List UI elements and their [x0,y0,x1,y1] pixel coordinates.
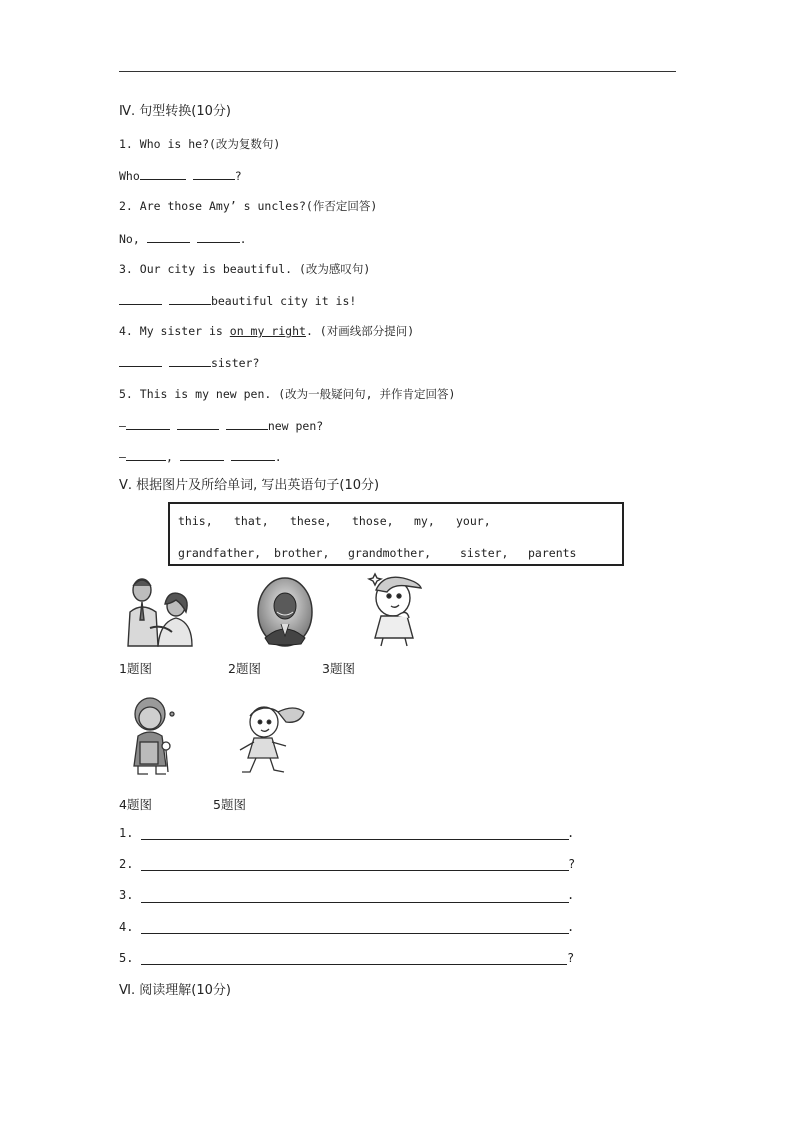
q5-blank-3[interactable] [226,417,268,430]
q4-answer [119,354,259,371]
q1-answer [119,167,242,184]
q4-prompt-underlined: on my right [229,324,306,338]
q5-prompt: 5. This is my new pen. (改为一般疑问句, 并作肯定回答) [119,387,456,401]
q5-blank-4[interactable] [126,448,166,461]
q4-prompt-post: . (对画线部分提问) [305,324,415,338]
q3-answer-suffix: beautiful city it is! [210,294,357,308]
caption-picture-3: 3题图 [322,661,355,676]
caption-picture-1: 1题图 [119,661,152,676]
answer-2-number: 2. [119,857,134,871]
q2-prompt: 2. Are those Amy’ s uncles?(作否定回答) [119,199,378,213]
word-that: that, [234,514,269,528]
q1-blank-2[interactable] [193,167,235,180]
q3-blank-2[interactable] [169,292,211,305]
answer-5-line[interactable] [141,964,567,965]
answer-3-line[interactable] [141,902,569,903]
answer-4-line[interactable] [141,933,569,934]
q2-answer [119,230,247,247]
q2-answer-end: . [239,232,247,246]
q2-blank-1[interactable] [147,230,190,243]
q1-answer-end: ? [234,169,242,183]
word-these: these, [290,514,332,528]
q3-blank-1[interactable] [119,292,162,305]
q5-answer2-end: . [274,450,282,464]
q1-answer-prefix: Who [119,169,140,183]
q4-blank-2[interactable] [169,354,211,367]
answer-5-end: ? [567,951,575,965]
section-6-heading: Ⅵ. 阅读理解(10分) [119,983,231,998]
q4-answer-suffix: sister? [210,356,260,370]
word-bank-row-2 [178,546,576,560]
word-your: your, [456,514,491,528]
q5-blank-2[interactable] [177,417,219,430]
q3-answer [119,292,356,309]
q5-answer1-suffix: new pen? [267,419,324,433]
answer-5-number: 5. [119,951,134,965]
word-my: my, [414,514,435,528]
q2-blank-2[interactable] [197,230,240,243]
picture-3-brother [363,572,429,648]
header-rule [119,71,676,72]
word-bank-row-1 [178,514,491,528]
word-brother: brother, [274,546,330,560]
q5-answer-2 [119,448,282,465]
section-5-heading: Ⅴ. 根据图片及所给单词, 写出英语句子(10分) [119,478,380,493]
q4-prompt [119,323,414,339]
word-bank-box [168,502,624,566]
word-grandfather: grandfather, [178,546,262,560]
q5-answer-1 [119,417,323,434]
q5-blank-5[interactable] [180,448,224,461]
picture-4-grandmother [126,692,182,776]
q5-dash-2: — [119,450,126,464]
q5-blank-1[interactable] [126,417,170,430]
caption-picture-5: 5题图 [213,797,246,812]
picture-2-grandfather [255,576,315,648]
answer-1-end: . [567,826,575,840]
picture-1-parents [120,576,196,648]
caption-picture-4: 4题图 [119,797,152,812]
word-sister: sister, [460,546,509,560]
q5-blank-6[interactable] [231,448,275,461]
answer-2-line[interactable] [141,870,569,871]
answer-3-number: 3. [119,888,134,902]
word-those: those, [352,514,394,528]
q5-dash-1: — [119,419,126,433]
q3-prompt: 3. Our city is beautiful. (改为感叹句) [119,262,371,276]
q2-answer-prefix: No, [119,232,140,246]
q4-prompt-pre: 4. My sister is [119,324,230,338]
answer-1-number: 1. [119,826,134,840]
word-this: this, [178,514,213,528]
answer-1-line[interactable] [141,839,569,840]
word-grandmother: grandmother, [348,546,432,560]
answer-4-number: 4. [119,920,134,934]
caption-picture-2: 2题图 [228,661,261,676]
q4-blank-1[interactable] [119,354,162,367]
q1-blank-1[interactable] [140,167,186,180]
picture-5-sister [234,700,310,778]
section-4-heading: Ⅳ. 句型转换(10分) [119,104,231,119]
word-parents: parents [528,546,577,560]
q5-answer2-comma: , [165,450,173,464]
q1-prompt: 1. Who is he?(改为复数句) [119,137,281,151]
answer-2-end: ? [568,857,576,871]
answer-4-end: . [567,920,575,934]
answer-3-end: . [567,888,575,902]
